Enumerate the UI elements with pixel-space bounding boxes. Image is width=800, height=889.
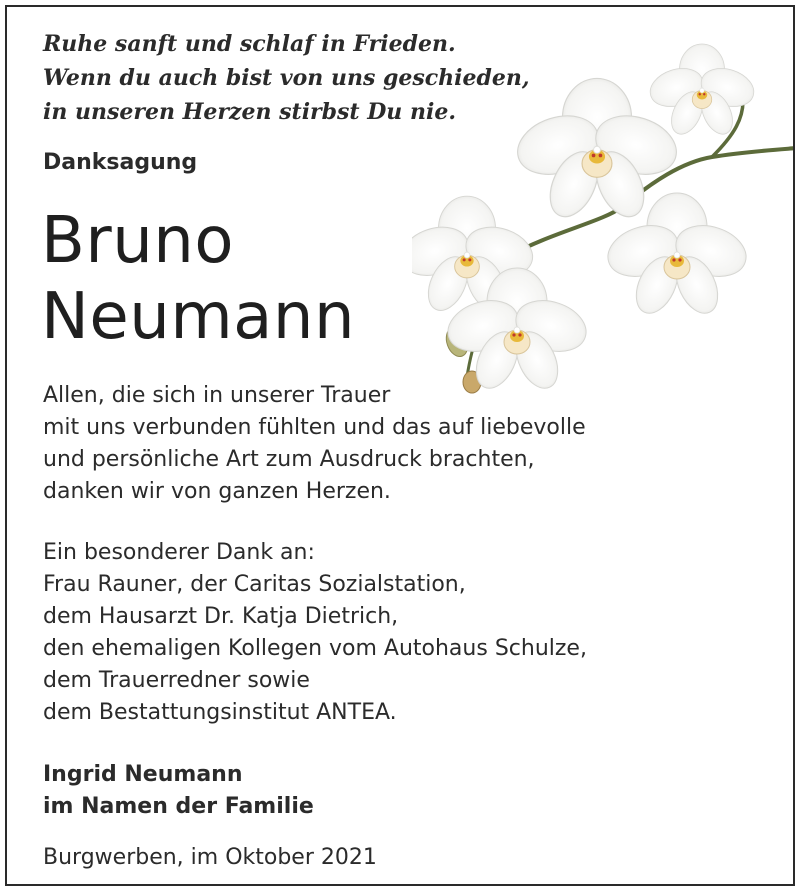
verse-line: Wenn du auch bist von uns geschieden, — [43, 65, 530, 91]
special-thanks-line: Ein besonderer Dank an: — [43, 540, 315, 565]
thanks-line: mit uns verbunden fühlten und das auf liebevolle — [43, 415, 586, 440]
special-thanks-line: den ehemaligen Kollegen vom Autohaus Schulze, — [43, 636, 587, 661]
thanks-line: danken wir von ganzen Herzen. — [43, 479, 391, 504]
signature-name: Ingrid Neumann — [43, 762, 243, 787]
verse-line: Ruhe sanft und schlaf in Frieden. — [43, 31, 456, 57]
obituary-card — [5, 5, 795, 886]
thanks-paragraph — [43, 380, 586, 508]
place-date: Burgwerben, im Oktober 2021 — [43, 845, 377, 870]
verse-line: in unseren Herzen stirbst Du nie. — [43, 99, 456, 125]
special-thanks-paragraph — [43, 537, 587, 729]
heading-danksagung: Danksagung — [43, 150, 198, 175]
signature-family: im Namen der Familie — [43, 794, 314, 819]
special-thanks-line: dem Trauerredner sowie — [43, 668, 310, 693]
signature — [43, 759, 314, 823]
special-thanks-line: dem Hausarzt Dr. Katja Dietrich, — [43, 604, 399, 629]
thanks-line: Allen, die sich in unserer Trauer — [43, 383, 391, 408]
first-name: Bruno — [41, 204, 234, 278]
memorial-verse — [43, 27, 530, 129]
deceased-name — [41, 203, 355, 355]
special-thanks-line: Frau Rauner, der Caritas Sozialstation, — [43, 572, 466, 597]
special-thanks-line: dem Bestattungsinstitut ANTEA. — [43, 700, 397, 725]
thanks-line: und persönliche Art zum Ausdruck brachten, — [43, 447, 535, 472]
last-name: Neumann — [41, 280, 355, 354]
